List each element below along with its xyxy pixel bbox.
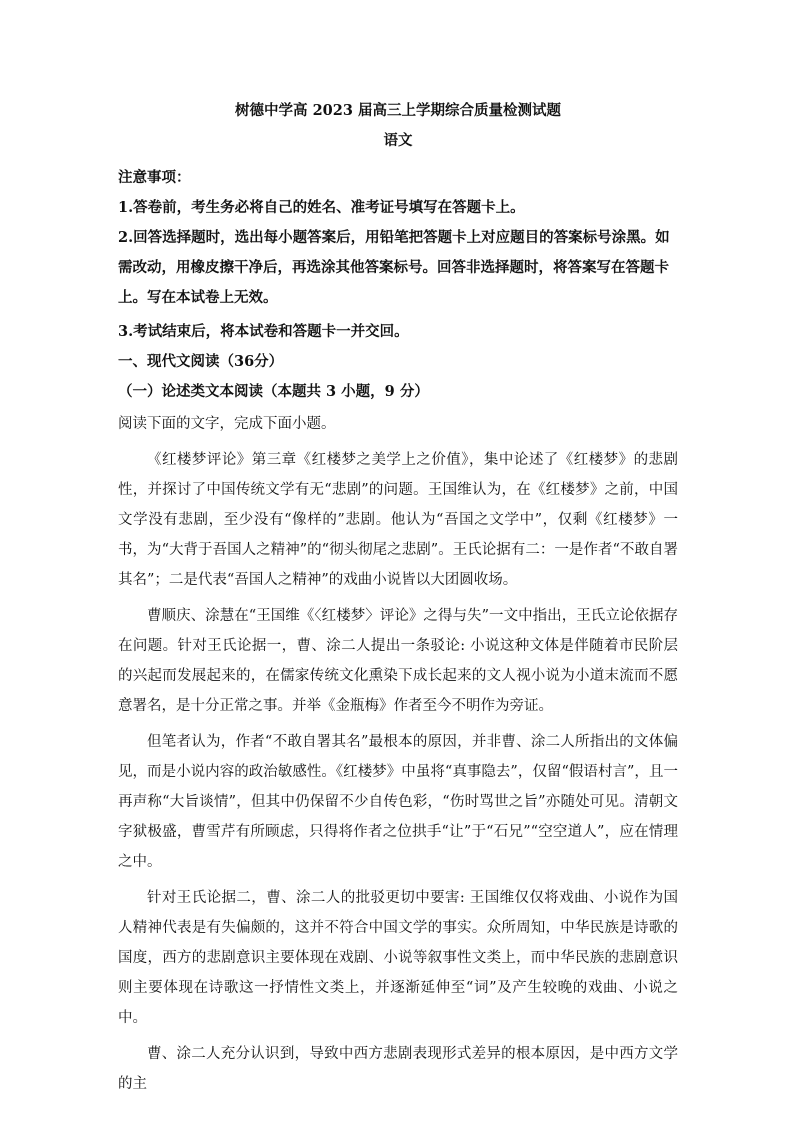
reading-instruction: 阅读下面的文字，完成下面小题。 [118, 415, 336, 432]
passage-paragraph-5: 曹、涂二人充分认识到，导致中西方悲剧表现形式差异的根本原因，是中西方文学的主 [118, 1045, 678, 1092]
passage-paragraph-3: 但笔者认为，作者“不敢自署其名”最根本的原因，并非曹、涂二人所指出的文体偏见，而是小说内容的政治敏感性。《红楼梦》中虽将“真事隐去”，仅留“假语村言”，且一再声称“大旨谈情”，但其中仍保留不少自传色彩，“伤时骂世之旨”亦随处可见。清朝文字狱极盛，曹雪芹有所顾虑，只得将作者之位拱手“让”于“石兄”“空空道人”，应在情理之中。 [118, 733, 678, 870]
notice-item-1: 1.答卷前，考生务必将自己的姓名、准考证号填写在答题卡上。 [118, 198, 525, 216]
passage-paragraph-1: 《红楼梦评论》第三章《红楼梦之美学上之价值》，集中论述了《红楼梦》的悲剧性，并探讨了中国传统文学有无“悲剧”的问题。王国维认为，在《红楼梦》之前，中国文学没有悲剧，至少没有“像样的”悲剧。他认为“吾国之文学中”，仅剩《红楼梦》一书，为“大背于吾国人之精神”的“彻头彻尾之悲剧”。王氏论据有二：一是作者“不敢自署其名”；二是代表“吾国人之精神”的戏曲小说皆以大团圆收场。 [118, 451, 678, 588]
notice-item-2: 2.回答选择题时，选出每小题答案后，用铅笔把答题卡上对应题目的答案标号涂黑。如需改动，用橡皮擦干净后，再选涂其他答案标号。回答非选择题时，将答案写在答题卡上。写在本试卷上无效。 [118, 228, 670, 306]
passage-paragraph-2: 曹顺庆、涂慧在“王国维《〈红楼梦〉评论》之得与失”一文中指出，王氏立论依据存在问题。针对王氏论据一，曹、涂二人提出一条驳论: 小说这种文体是伴随着市民阶层的兴起而发展起来的，在儒家传统文化熏染下成长起来的文人视小说为小道末流而不愿意署名，是十分正常之事。并举《金瓶梅》作者至今不明作为旁证。 [118, 607, 678, 714]
section-subheading: （一）论述类文本阅读（本题共 3 小题，9 分） [118, 382, 429, 400]
notice-item-3: 3.考试结束后，将本试卷和答题卡一并交回。 [118, 322, 409, 340]
passage-paragraph-4: 针对王氏论据二，曹、涂二人的批驳更切中要害: 王国维仅仅将戏曲、小说作为国人精神代表是有失偏颇的，这并不符合中国文学的事实。众所周知，中华民族是诗歌的国度，西方的悲剧意识主要体现在戏剧、小说等叙事性文类上，而中华民族的悲剧意识则主要体现在诗歌这一抒情性文类上，并逐渐延伸至“词”及产生较晚的戏曲、小说之中。 [118, 889, 678, 1026]
exam-title: 树德中学高 2023 届高三上学期综合质量检测试题 [235, 102, 561, 119]
exam-page [118, 100, 678, 1099]
section-heading: 一、现代文阅读（36分） [118, 352, 284, 370]
subject-title: 语文 [383, 132, 413, 149]
notice-label: 注意事项： [118, 168, 191, 186]
